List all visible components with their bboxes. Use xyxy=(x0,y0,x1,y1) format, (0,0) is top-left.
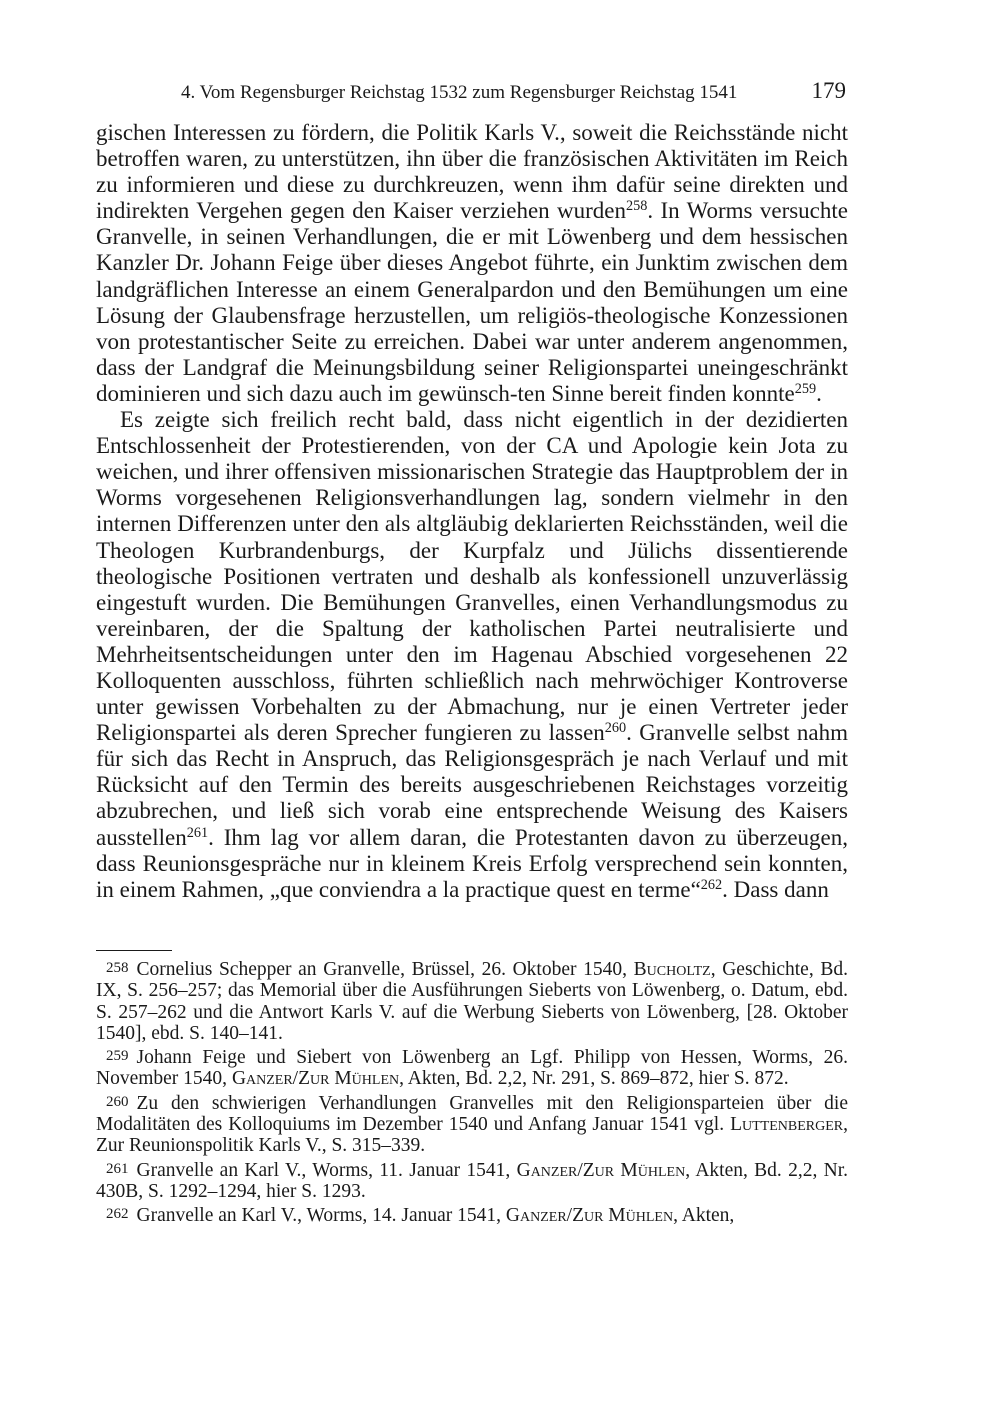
footnote-text: , Akten, Bd. 2,2, Nr. 430B, S. 1292–1294, hier S. 1293. xyxy=(96,1159,849,1202)
footnote-number: 262 xyxy=(106,1206,129,1223)
footnote-text: , Geschichte, Bd. IX, S. 256–257; das Memorial über die Ausführungen Sieberts von Löwenberg, o. Datum, ebd. S. 257–262 und die Antwort Karls V. auf die Werbung Sieberts von Löwenberg, [28. Oktober 1540], ebd. S. 140–141. xyxy=(96,959,848,1044)
footnote-text: , Akten, xyxy=(673,1205,735,1227)
footnote-259 xyxy=(96,1046,848,1090)
footnote-text: , Akten, Bd. 2,2, Nr. 291, S. 869–872, hier S. 872. xyxy=(399,1068,789,1090)
footnote-text: Cornelius Schepper an Granvelle, Brüssel, 26. Oktober 1540, xyxy=(136,959,634,980)
author-name: Ganzer/Zur Mühlen xyxy=(516,1159,686,1181)
author-name: Luttenberger xyxy=(730,1114,844,1136)
footnote-text: Zu den schwierigen Verhandlungen Granvelles mit den Religionsparteien über die Modalitäten des Kolloquiums im Dezember 1540 und Anfang Januar 1541 vgl. xyxy=(96,1092,848,1136)
footnote-number: 261 xyxy=(106,1160,129,1177)
footnote-number: 259 xyxy=(106,1048,129,1065)
paragraph-2-part-d: . Dass dann xyxy=(722,876,829,902)
footnote-text: Johann Feige und Siebert von Löwenberg an Lgf. Philipp von Hessen, Worms, 26. November 1540, xyxy=(96,1047,848,1090)
footnote-ref-261[interactable]: 261 xyxy=(186,824,209,841)
paragraph-1-part-c: . xyxy=(816,380,822,406)
footnote-258 xyxy=(96,958,848,1044)
footnote-ref-259[interactable]: 259 xyxy=(794,381,817,398)
footnotes xyxy=(96,958,848,1229)
paragraph-1 xyxy=(96,120,848,407)
paragraph-1-part-b: . In Worms versuchte Granvelle, in seinen Verhandlungen, die er mit Löwenberg und dem hessischen Kanzler Dr. Johann Feige über dieses Angebot führte, ein Junktim zwischen dem landgräflichen Interesse an einem Generalpardon und den Bemühungen um eine Lösung der Glaubensfrage herzustellen, um religiös-theologische Konzessionen von protestantischer Seite zu erreichen. Dabei war unter anderem angenommen, dass der Landgraf die Meinungsbildung seiner Religionspartei uneingeschränkt dominieren und sich dazu auch im gewünsch-ten Sinne bereit finden konnte xyxy=(96,198,848,406)
footnote-text: Granvelle an Karl V., Worms, 11. Januar 1541, xyxy=(136,1159,517,1181)
footnote-number: 258 xyxy=(106,960,129,976)
author-name: Ganzer/Zur Mühlen xyxy=(505,1205,674,1227)
footnote-260 xyxy=(96,1092,848,1157)
footnote-ref-260[interactable]: 260 xyxy=(604,720,627,737)
paragraph-2-part-c: . Ihm lag vor allem daran, die Protestanten davon zu überzeugen, dass Reunionsgespräche nur in kleinem Kreis Erfolg versprechend sein konnten, in einem Rahmen, „que conviendra a la practique quest en terme“ xyxy=(96,824,848,902)
paragraph-2-part-a: Es zeigte sich freilich recht bald, dass nicht eigentlich in der dezidierten Entschlossenheit der Protestierenden, von der CA und Apologie kein Jota zu weichen, und ihrer offensiven missionarischen Strategie das Hauptproblem der in Worms vorgesehenen Religionsverhandlungen lag, sondern vielmehr in den internen Differenzen unter den als altgläubig deklarierten Reichsständen, weil die Theologen Kurbrandenburgs, der Kurpfalz und Jülichs dissentierende theologische Positionen vertraten und deshalb als konfessionell unzuverlässig eingestuft wurden. Die Bemühungen Granvelles, einen Verhandlungsmodus zu vereinbaren, der die Spaltung der katholischen Partei neutralisierte und Mehrheitsentscheidungen unter den im Hagenau Abschied vorgesehenen 22 Kolloquenten ausschloss, führten schließlich nach mehrwöchiger Kontroverse unter gewissen Vorbehalten zu der Abmachung, nur je einen Vertreter jeder Religionspartei als deren Sprecher fungieren zu lassen xyxy=(96,407,848,746)
author-name: Bucholtz xyxy=(633,959,711,980)
author-name: Ganzer/Zur Mühlen xyxy=(231,1068,400,1090)
footnote-text: , Zur Reunionspolitik Karls V., S. 315–339. xyxy=(96,1114,848,1157)
paragraph-1-part-a: gischen Interessen zu fördern, die Politik Karls V., soweit die Reichsstände nicht betroffen waren, zu unterstützen, ihn über die französischen Aktivitäten im Reich zu informieren und diese zu durchkreuzen, wenn ihm dafür seine direkten und indirekten Vergehen gegen den Kaiser verziehen wurden xyxy=(96,120,848,224)
footnote-261 xyxy=(96,1159,848,1203)
footnote-text: Granvelle an Karl V., Worms, 14. Januar 1541, xyxy=(136,1205,506,1227)
running-title: 4. Vom Regensburger Reichstag 1532 zum Regensburger Reichstag 1541 xyxy=(181,82,738,103)
running-head xyxy=(96,80,848,110)
page-number: 179 xyxy=(811,78,846,103)
body-text xyxy=(96,120,848,903)
paragraph-2 xyxy=(96,407,848,903)
footnote-divider xyxy=(96,950,172,951)
footnote-number: 260 xyxy=(106,1093,129,1110)
footnote-262 xyxy=(96,1204,848,1226)
footnote-ref-258[interactable]: 258 xyxy=(626,198,648,215)
footnote-ref-262[interactable]: 262 xyxy=(700,876,723,893)
paragraph-2-part-b: . Granvelle selbst nahm für sich das Recht in Anspruch, das Religionsgespräch je nach Verlauf und mit Rücksicht auf den Termin des bereits ausgeschriebenen Reichstages vorzeitig abzubrechen, und ließ sich vorab eine entsprechende Weisung des Kaisers ausstellen xyxy=(96,720,848,850)
